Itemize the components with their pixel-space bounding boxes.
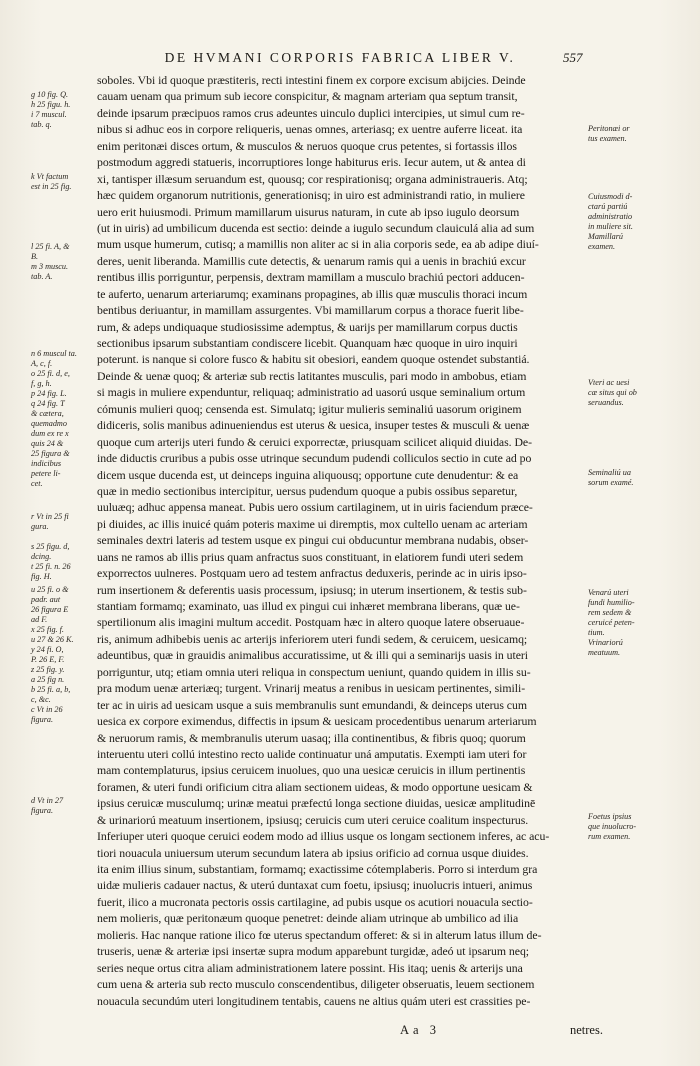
margin-note-line: r Vt in 25 fi — [31, 512, 69, 521]
running-head: DE HVMANI CORPORIS FABRICA LIBER V. — [164, 50, 516, 65]
left-margin-note — [31, 512, 69, 532]
margin-note-line: t 25 fi. n. 26 — [31, 562, 71, 571]
text-line: ita enim illius sinum, substantiam, formamq; exactissime cótemplaberis. Porro si interdum gra — [97, 862, 538, 876]
margin-note-line: Cuiusmodi d- — [588, 192, 633, 201]
margin-note-line: dcing. — [31, 552, 52, 561]
margin-note-line: ad F. — [31, 615, 48, 624]
margin-note-line: Mamillarú — [588, 232, 624, 241]
catchword: netres. — [570, 1023, 603, 1037]
left-margin-note — [31, 172, 71, 192]
right-margin-note — [588, 378, 637, 408]
text-line: rentibus illis porriguntur, perpensis, dextram mamillam a musculo brachiú pectori adducen- — [97, 270, 525, 285]
margin-note-line: k Vt factum — [31, 172, 69, 181]
right-margin-note — [588, 588, 635, 658]
text-line: & urinariorú meatuum insertionem, ipsiusq; ceruicis cum uteri ceruice coalitum inspecturus. — [97, 812, 529, 827]
margin-note-line: s 25 figu. d, — [31, 542, 70, 551]
margin-note-line: administratio — [588, 212, 633, 221]
margin-note-line: meatuum. — [588, 648, 621, 657]
page-number: 557 — [563, 50, 583, 65]
margin-note-line: n 6 muscul ta. — [31, 349, 77, 358]
margin-note-line: rem sedem & — [588, 608, 632, 617]
text-line: nibus si adhuc eos in corpore reliqueris, uenas omnes, arteriasq; ex uentre auferre liceat. ita — [97, 122, 523, 137]
margin-note-line: m 3 muscu. — [31, 262, 69, 271]
left-margin-note — [31, 90, 70, 130]
margin-note-line: b 25 fi. a, b, — [31, 685, 71, 694]
left-margin-note — [31, 665, 70, 725]
text-line: porriguntur, utq; etiam omnia uteri reliqua in conspectum ueniunt, quando quidem in illis su- — [97, 664, 531, 679]
body-text — [97, 72, 583, 1009]
text-line: pra modum uenæ arteriæq; turgent. Vrinarij meatus a renibus in uesicam pertinentes, simili- — [97, 681, 526, 696]
margin-note-line: l 25 fi. A, & — [31, 242, 70, 251]
margin-note-line: cæ situs qui ob — [588, 388, 637, 397]
margin-note-line: h 25 figu. h. — [31, 100, 71, 109]
margin-note-line: Seminaliú ua — [588, 468, 631, 477]
text-line: quoque cum arterijs uteri fundo & ceruici exporrectæ, priusquam scilicet aliquid diuidas. De- — [97, 434, 532, 449]
margin-note-line: Vrinariorú — [588, 638, 623, 647]
margin-note-line: est in 25 fig. — [31, 182, 72, 191]
text-line: molieris. Hac nanque ratione ilico fœ uterus spectandum offeret: & si in alterum latus illum de- — [97, 927, 542, 942]
margin-note-line: & cætera, — [31, 409, 64, 418]
text-line: ris, animum adhibebis uenis ac arterijs inferiorem uteri fundi sedem, & ceruicem, uesicamq; — [97, 631, 528, 646]
margin-note-line: 26 figura E — [31, 605, 69, 614]
text-line: nouacula secundúm uteri longitudinem tentabis, cauens ne altius quám uteri est crassities pe- — [97, 993, 531, 1008]
text-line: pi diuides, ac illis inuicé quám poteris maxime ui diremptis, mox cultello uenam ac arteriam — [97, 516, 528, 531]
text-line: exporrectos uulneres. Postquam uero ad testem anfractus deduxeris, perinde ac in uiris ipso- — [97, 566, 527, 581]
text-line: postmodum aggredi statueris, incorruptiores longe habiturus eris. Iecur autem, ut & antea di — [97, 155, 526, 170]
text-line: Deinde & uenæ quoq; & arteriæ sub rectis latitantes musculis, pari modo in ambobus, etiam — [97, 368, 527, 383]
margin-note-line: examen. — [588, 242, 616, 251]
text-line: inde diductis cruribus a pubis osse utrinque secundum pudendi colliculos sectio in cute ad po — [97, 451, 532, 466]
text-line: Inferiuper uteri quoque ceruici eodem modo ad illius usque os longam sectionem inferes, ac acu- — [97, 829, 550, 844]
text-line: series neque ortus citra aliam administrationem latere possint. His itaq; uenis & arterijs una — [97, 960, 523, 975]
margin-note-line: dum ex re x — [31, 429, 69, 438]
text-line: uero erit huiusmodi. Primum mamillarum uisurus naturam, in cute ab ipso iugulo deorsum — [97, 204, 520, 219]
margin-note-line: q 24 fig. T — [31, 399, 65, 408]
text-line: truseris, uenæ & arteriæ ipsi insertæ supra modum apparebunt turgidæ, adeó ut ipsarum neq; — [97, 944, 530, 959]
text-line: uesica ex corpore eximendus, diffectis in ipsum & uesicam procedentibus uenarum arteriarum — [97, 714, 537, 729]
signature-mark: Aa 3 — [400, 1023, 440, 1037]
margin-note-line: z 25 fig. y. — [31, 665, 65, 674]
margin-note-line: 25 figura & — [31, 449, 70, 458]
margin-note-line: P. 26 E, F. — [31, 655, 65, 664]
text-line: si magis in muliere expenduntur, reliquaq; administratio ad uasorú usque seminalium ortum — [97, 385, 526, 400]
margin-note-line: u 27 & 26 K. — [31, 635, 74, 644]
text-line: fuerit, ilico a mucronata pectoris ossis cartilagine, ad pubis usque os acutiori nouacula sectio- — [97, 894, 533, 909]
margin-note-line: x 25 fig. f. — [31, 625, 64, 634]
text-line: soboles. Vbi id quoque præstiteris, recti intestini finem ex corpore excisum abijcies. Deinde — [97, 73, 526, 87]
text-line: seminales dextri lateris ad testem usque ex pingui cui obducuntur membrana nudabis, obser- — [97, 533, 529, 548]
text-line: uans ne ramos ab illis prius quam anfractus suos constituant, in elatiorem fundi uteri sedem — [97, 549, 524, 564]
margin-note-line: indicibus — [31, 459, 62, 468]
margin-note-line: fundi humilio- — [588, 598, 635, 607]
text-line: rum insertionem & deferentis uasis processum, ipsiusq; in uterum insertionem, & testis sub- — [97, 582, 527, 597]
text-line: dicem usque ducenda est, ut deinceps inguina aliquousq; opportune cute denudentur: & ea — [97, 467, 519, 482]
margin-note-line: d Vt in 27 — [31, 796, 64, 805]
margin-note-line: seruandus. — [588, 398, 624, 407]
text-line: deinde ipsarum præcipuos ramos crus adeuntes uinculo duplici intercipies, ut simul cum re- — [97, 105, 525, 120]
right-margin-note — [588, 468, 633, 488]
margin-note-line: tab. A. — [31, 272, 53, 281]
margin-note-line: tab. q. — [31, 120, 52, 129]
margin-note-line: a 25 fig n. — [31, 675, 65, 684]
text-line: rum, & adeps undiquaque studiosissime ademptus, & uarijs per mamillarum corpus ductis — [97, 319, 518, 334]
margin-note-line: f, g, h. — [31, 379, 52, 388]
text-line: uuluæq; adhuc appensa maneat. Pubis uero ossium cartilaginem, ut in uiris faciendum præce- — [97, 500, 533, 515]
left-margin-note — [31, 585, 74, 665]
margin-note-line: Foetus ipsius — [588, 812, 632, 821]
margin-note-line: p 24 fig. L. — [31, 389, 67, 398]
text-line: uidæ mulieris cadauer nactus, & uterú duntaxat cum foetu, ipsiusq; inuolucris intueri, animus — [97, 878, 533, 893]
text-line: ipsius ceruicæ musculumq; urinæ meatui præfectú longa sectione diuidas, uesicæ amplitudinē — [97, 796, 536, 811]
left-margin-note — [31, 349, 77, 489]
margin-note-line: A, c, f. — [31, 359, 53, 368]
left-margin-note — [31, 242, 70, 282]
text-line: deres, uenit liberanda. Mamillis cute detectis, & uenarum ramis qui a uenis in brachiú excur — [97, 253, 526, 268]
margin-note-line: o 25 fi. d, e, — [31, 369, 70, 378]
left-margin-note — [31, 542, 71, 582]
text-line: adeuntibus, quæ in grauidis animalibus accuratissime, ut & illi qui a seminarijs uasis in uteri — [97, 648, 529, 663]
text-line: enim peritonæi disces ortum, & musculos & neruos quoque crus petentes, si fortassis illos — [97, 138, 517, 153]
text-line: cum uena & arteria sub recto musculo conscendentibus, diligeter obseruatis, leuem sectionem — [97, 977, 535, 992]
text-line: (ut in uiris) ad umbilicum ducenda est sectio: deinde a iugulo secundum clauiculá alia ad sum — [97, 220, 535, 235]
margin-note-line: B. — [31, 252, 39, 261]
margin-note-line: Vteri ac uesi — [588, 378, 630, 387]
text-line: nem molieris, quæ peritonæum quoque penetret: deinde aliam utrinque ab umbilico ad ilia — [97, 911, 519, 926]
right-margin-note — [588, 192, 633, 252]
margin-note-line: Venarú uteri — [588, 588, 629, 597]
text-line: quæ in medio sectionibus intercipitur, uersus pudendum quoque a pubis ossibus separetur, — [97, 483, 518, 498]
text-line: foramen, & uteri fundi orificium citra aliam sectionem uideas, & modo opportune uesicam & — [97, 779, 533, 794]
margin-note-line: c Vt in 26 — [31, 705, 63, 714]
text-line: mum usque humerum, cutisq; a mamillis non aliter ac si in alia corporis sede, ea ab adipe diuí- — [97, 237, 539, 252]
margin-note-line: ctarú partiú — [588, 202, 628, 211]
text-line: stantiam formamq; examinato, uas illud ex pingui cui inhæret membrana liberans, quæ ue- — [97, 599, 520, 613]
text-line: cauam uenam qua primum sub iecore conspicitur, & magnam arteriam qua septum transit, — [97, 89, 518, 104]
margin-note-line: padr. aut — [31, 595, 61, 604]
right-margin-note — [588, 124, 630, 144]
text-line: poterunt. is nanque si colore fusco & habitu sit obesiori, eandem quoque ostendet substantiá. — [97, 352, 530, 367]
text-line: sectionibus ipsarum substantiam condiscere licebit. Quanquam hæc quoque in uiro inquiri — [97, 336, 518, 350]
text-line: xi, tantisper illæsum seruandum est, quousq; cor respirationisq; organa administraueris. Atq; — [97, 171, 528, 186]
text-line: & neruorum ramis, & membranulis uterum uasaq; illa continentibus, & fibris quoq; quorum — [97, 730, 526, 745]
margin-note-line: sorum examé. — [588, 478, 634, 487]
text-line: hæc quidem organorum nutritionis, generationisq; in uiro est administrandi ratio, in muliere — [97, 188, 525, 203]
text-line: bentibus deriuantur, in mamillam assurgentes. Vbi mamillarum corpus a thorace fuerit libe- — [97, 303, 524, 318]
margin-note-line: gura. — [31, 522, 49, 531]
margin-note-line: y 24 fi. O, — [31, 645, 64, 654]
margin-note-line: in muliere sit. — [588, 222, 633, 231]
margin-note-line: figura. — [31, 806, 54, 815]
margin-note-line: rum examen. — [588, 832, 631, 841]
margin-note-line: quis 24 & — [31, 439, 64, 448]
catchword-line — [400, 1023, 603, 1038]
left-margin-note — [31, 796, 63, 816]
margin-note-line: quemadmo — [31, 419, 67, 428]
text-line: mam contemplaturus, ipsius ceruicem inuolues, quo una uesicæ ceruicis in illum pertinentis — [97, 763, 526, 778]
text-line: didiceris, solis manibus adinueniendus est uterus & uesica, insuper testes & musculi & uenæ — [97, 418, 530, 433]
margin-note-line: Peritonæi or — [588, 124, 630, 133]
margin-note-line: tus examen. — [588, 134, 627, 143]
margin-note-line: i 7 muscul. — [31, 110, 67, 119]
text-line: tiori nouacula uniuersum uterum secundum latera ab ipsius orificio ad cornua usque diuides. — [97, 845, 529, 860]
right-margin-note — [588, 812, 636, 842]
margin-note-line: fig. H. — [31, 572, 52, 581]
margin-note-line: figura. — [31, 715, 54, 724]
text-line: interuentu uteri collú intestino recto ualide continuatur uná amputatis. Exempti iam uteri for — [97, 746, 527, 761]
margin-note-line: u 25 fi. o & — [31, 585, 69, 594]
margin-note-line: que inuolucro- — [588, 822, 637, 831]
margin-note-line: cet. — [31, 479, 43, 488]
text-line: cómunis mulieri quoq; censenda est. Simulatq; igitur mulieris seminaliú uasorum originem — [97, 401, 522, 416]
text-line: te auferto, uenarum arteriarumq; examinans propagines, ab illis quæ musculis thoraci incum — [97, 286, 528, 301]
text-line: spertilionum alis imagini multum accedit. Postquam hæc in altero quoque latere obseruaue- — [97, 615, 525, 630]
margin-note-line: tium. — [588, 628, 605, 637]
margin-note-line: petere li- — [31, 469, 61, 478]
margin-note-line: ceruicé peten- — [588, 618, 635, 627]
margin-note-line: g 10 fig. Q. — [31, 90, 69, 99]
margin-note-line: c, &c. — [31, 695, 51, 704]
text-line: ter ac in uiris ad uesicam usque a suis membranulis sunt emundandi, & deinceps uterus cum — [97, 697, 527, 712]
